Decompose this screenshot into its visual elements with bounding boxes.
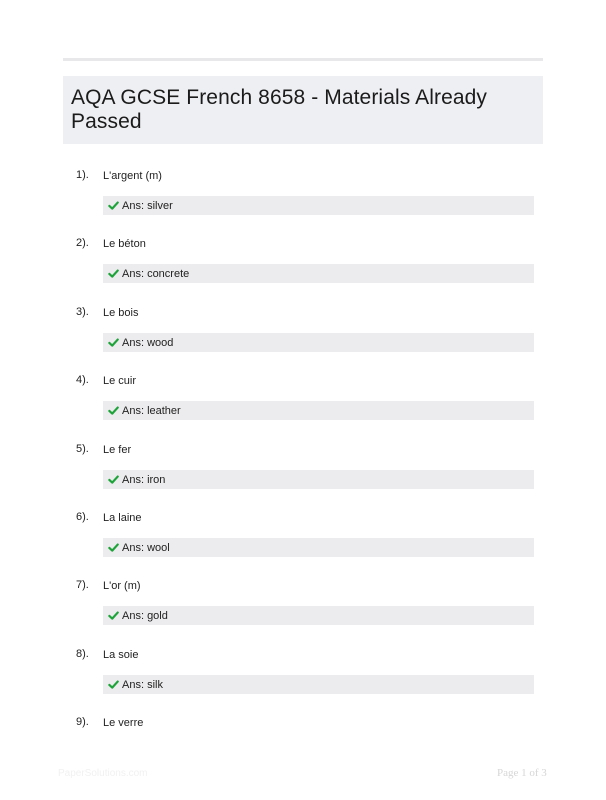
answer-text: Ans: silk xyxy=(122,678,163,691)
question-number: 3). xyxy=(76,306,89,318)
check-icon xyxy=(108,405,119,416)
answer-text: Ans: leather xyxy=(122,404,181,417)
check-icon xyxy=(108,337,119,348)
page-title: AQA GCSE French 8658 - Materials Already Passed xyxy=(71,86,488,133)
question-item xyxy=(0,648,606,708)
question-number: 2). xyxy=(76,237,89,249)
check-icon xyxy=(108,679,119,690)
answer-text: Ans: wool xyxy=(122,541,170,554)
answer-box xyxy=(103,675,534,694)
answer-box xyxy=(103,538,534,557)
question-text: Le béton xyxy=(103,238,146,250)
question-text: Le verre xyxy=(103,717,144,729)
answer-box xyxy=(103,401,534,420)
question-text: Le fer xyxy=(103,444,132,456)
page-indicator: Page 1 of 3 xyxy=(497,767,547,779)
answer-text: Ans: concrete xyxy=(122,267,190,280)
question-text: La soie xyxy=(103,649,139,661)
question-item xyxy=(0,443,606,503)
check-icon xyxy=(108,474,119,485)
question-number: 5). xyxy=(76,443,89,455)
question-item xyxy=(0,306,606,366)
question-number: 7). xyxy=(76,579,89,591)
check-icon xyxy=(108,542,119,553)
answer-text: Ans: gold xyxy=(122,609,168,622)
answer-text: Ans: wood xyxy=(122,336,174,349)
answer-box xyxy=(103,606,534,625)
question-number: 6). xyxy=(76,511,89,523)
footer-watermark: PaperSolutions.com xyxy=(58,768,148,779)
check-icon xyxy=(108,200,119,211)
answer-box xyxy=(103,333,534,352)
question-item xyxy=(0,579,606,639)
top-divider xyxy=(63,58,543,61)
answer-box xyxy=(103,470,534,489)
question-text: La laine xyxy=(103,512,142,524)
check-icon xyxy=(108,268,119,279)
question-number: 1). xyxy=(76,169,89,181)
question-item xyxy=(0,374,606,434)
question-text: Le cuir xyxy=(103,375,137,387)
question-item xyxy=(0,169,606,229)
question-number: 8). xyxy=(76,648,89,660)
check-icon xyxy=(108,610,119,621)
question-number: 4). xyxy=(76,374,89,386)
answer-text: Ans: iron xyxy=(122,473,166,486)
question-text: L'or (m) xyxy=(103,580,141,592)
question-text: Le bois xyxy=(103,307,139,319)
question-text: L'argent (m) xyxy=(103,170,162,182)
question-number: 9). xyxy=(76,716,89,728)
question-item xyxy=(0,511,606,571)
answer-text: Ans: silver xyxy=(122,199,173,212)
answer-box xyxy=(103,196,534,215)
answer-box xyxy=(103,264,534,283)
title-box xyxy=(63,76,543,144)
question-item xyxy=(0,237,606,297)
